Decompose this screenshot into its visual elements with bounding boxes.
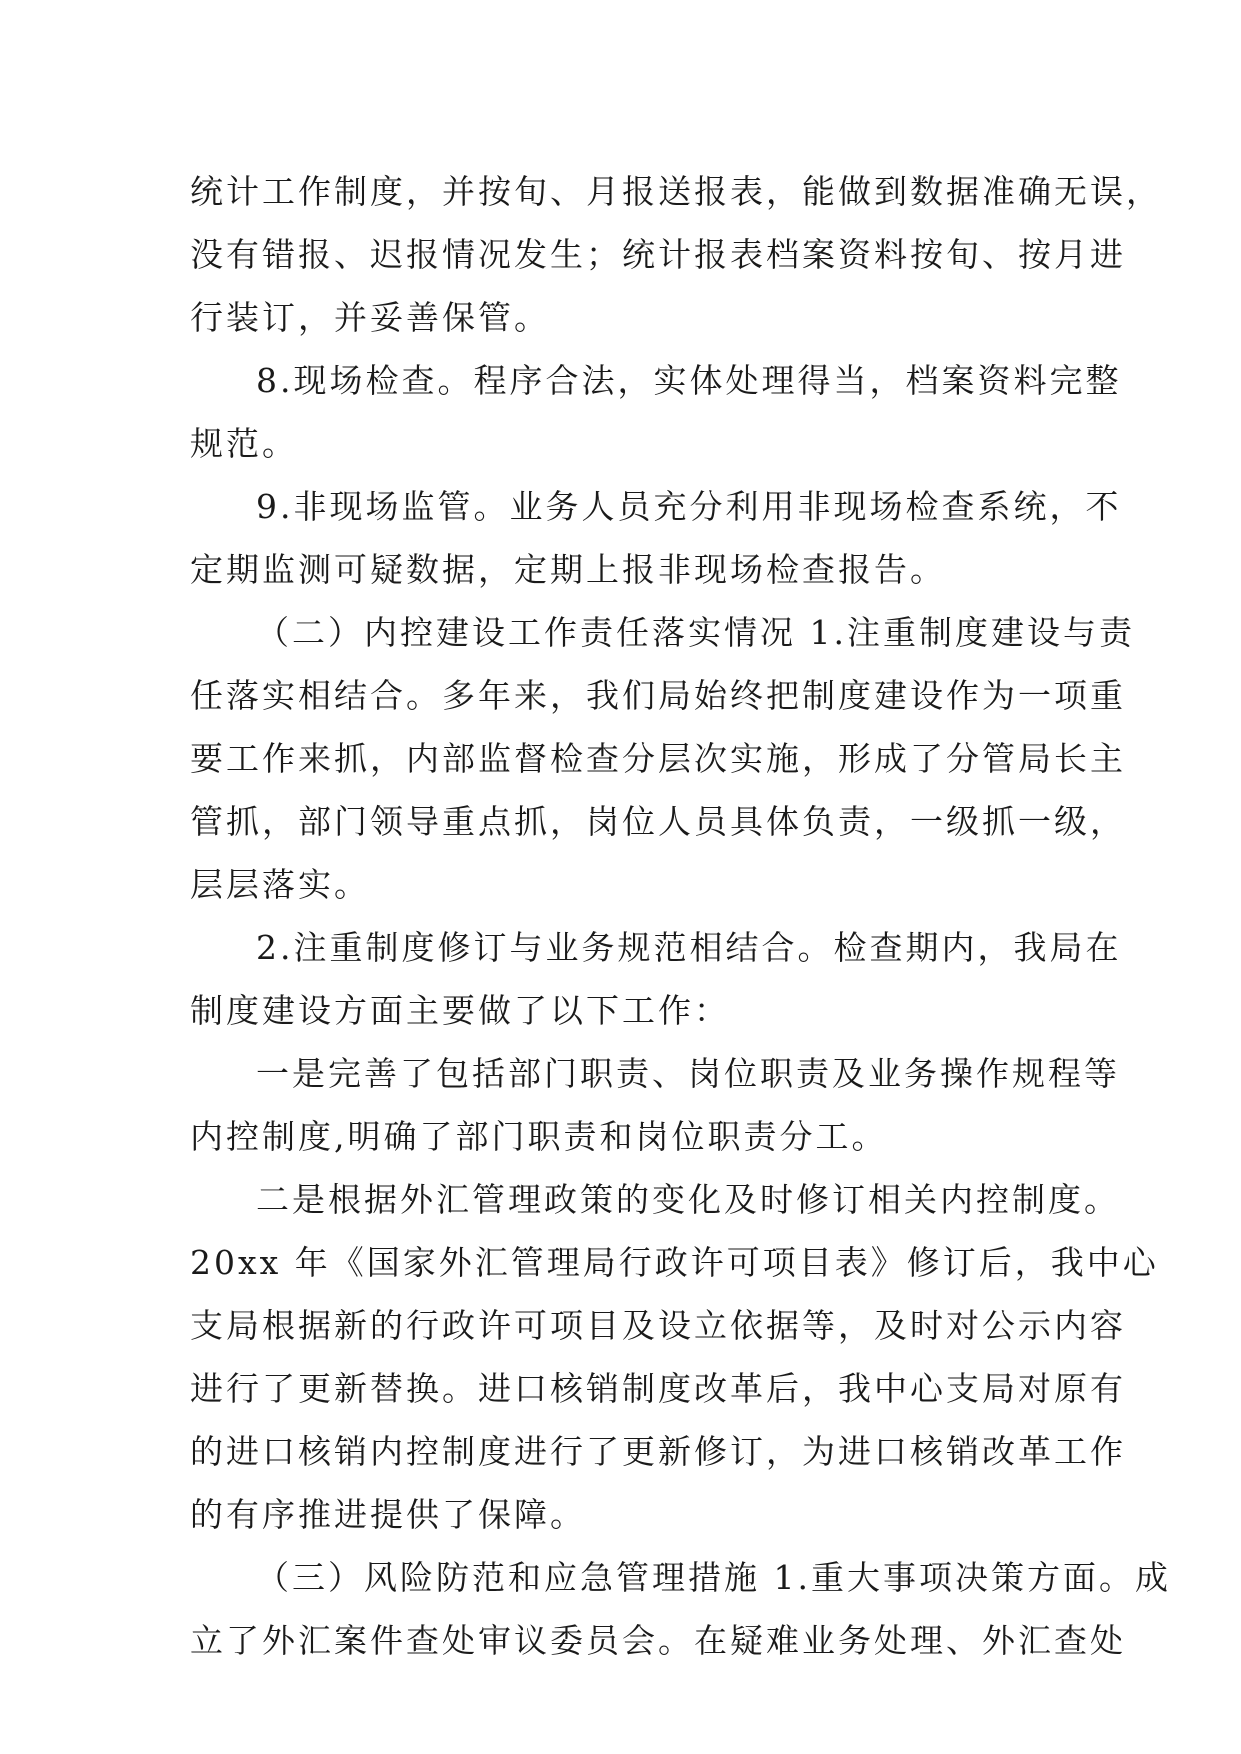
- text-line: 规范。: [190, 424, 298, 463]
- text-line: 没有错报、迟报情况发生；统计报表档案资料按旬、按月进: [190, 235, 1126, 274]
- text-line: 进行了更新替换。进口核销制度改革后，我中心支局对原有: [190, 1369, 1126, 1408]
- text-line: 统计工作制度，并按旬、月报送报表，能做到数据准确无误，: [190, 172, 1162, 211]
- text-line: 要工作来抓，内部监督检查分层次实施，形成了分管局长主: [190, 739, 1126, 778]
- text-line: 的有序推进提供了保障。: [190, 1495, 586, 1534]
- document-body: [190, 160, 1171, 1672]
- text-line: 任落实相结合。多年来，我们局始终把制度建设作为一项重: [190, 676, 1126, 715]
- text-line: 立了外汇案件查处审议委员会。在疑难业务处理、外汇查处: [190, 1621, 1126, 1660]
- paragraph-start-line: 2.注重制度修订与业务规范相结合。检查期内，我局在: [256, 928, 1122, 967]
- section-heading-line: （三）风险防范和应急管理措施 1.重大事项决策方面。成: [256, 1558, 1171, 1597]
- paragraph-start-line: 二是根据外汇管理政策的变化及时修订相关内控制度。: [256, 1180, 1120, 1219]
- paragraph-start-line: 8.现场检查。程序合法，实体处理得当，档案资料完整: [256, 361, 1122, 400]
- text-line: 20xx 年《国家外汇管理局行政许可项目表》修订后，我中心: [190, 1243, 1159, 1282]
- text-line: 行装订，并妥善保管。: [190, 298, 550, 337]
- paragraph-start-line: 9.非现场监管。业务人员充分利用非现场检查系统，不: [256, 487, 1122, 526]
- text-line: 的进口核销内控制度进行了更新修订，为进口核销改革工作: [190, 1432, 1126, 1471]
- text-line: 定期监测可疑数据，定期上报非现场检查报告。: [190, 550, 946, 589]
- text-line: 支局根据新的行政许可项目及设立依据等，及时对公示内容: [190, 1306, 1126, 1345]
- text-line: 内控制度,明确了部门职责和岗位职责分工。: [190, 1117, 888, 1156]
- text-line: 管抓，部门领导重点抓，岗位人员具体负责，一级抓一级，: [190, 802, 1126, 841]
- text-line: 制度建设方面主要做了以下工作：: [190, 991, 730, 1030]
- paragraph-start-line: 一是完善了包括部门职责、岗位职责及业务操作规程等: [256, 1054, 1120, 1093]
- section-heading-line: （二）内控建设工作责任落实情况 1.注重制度建设与责: [256, 613, 1135, 652]
- text-line: 层层落实。: [190, 865, 370, 904]
